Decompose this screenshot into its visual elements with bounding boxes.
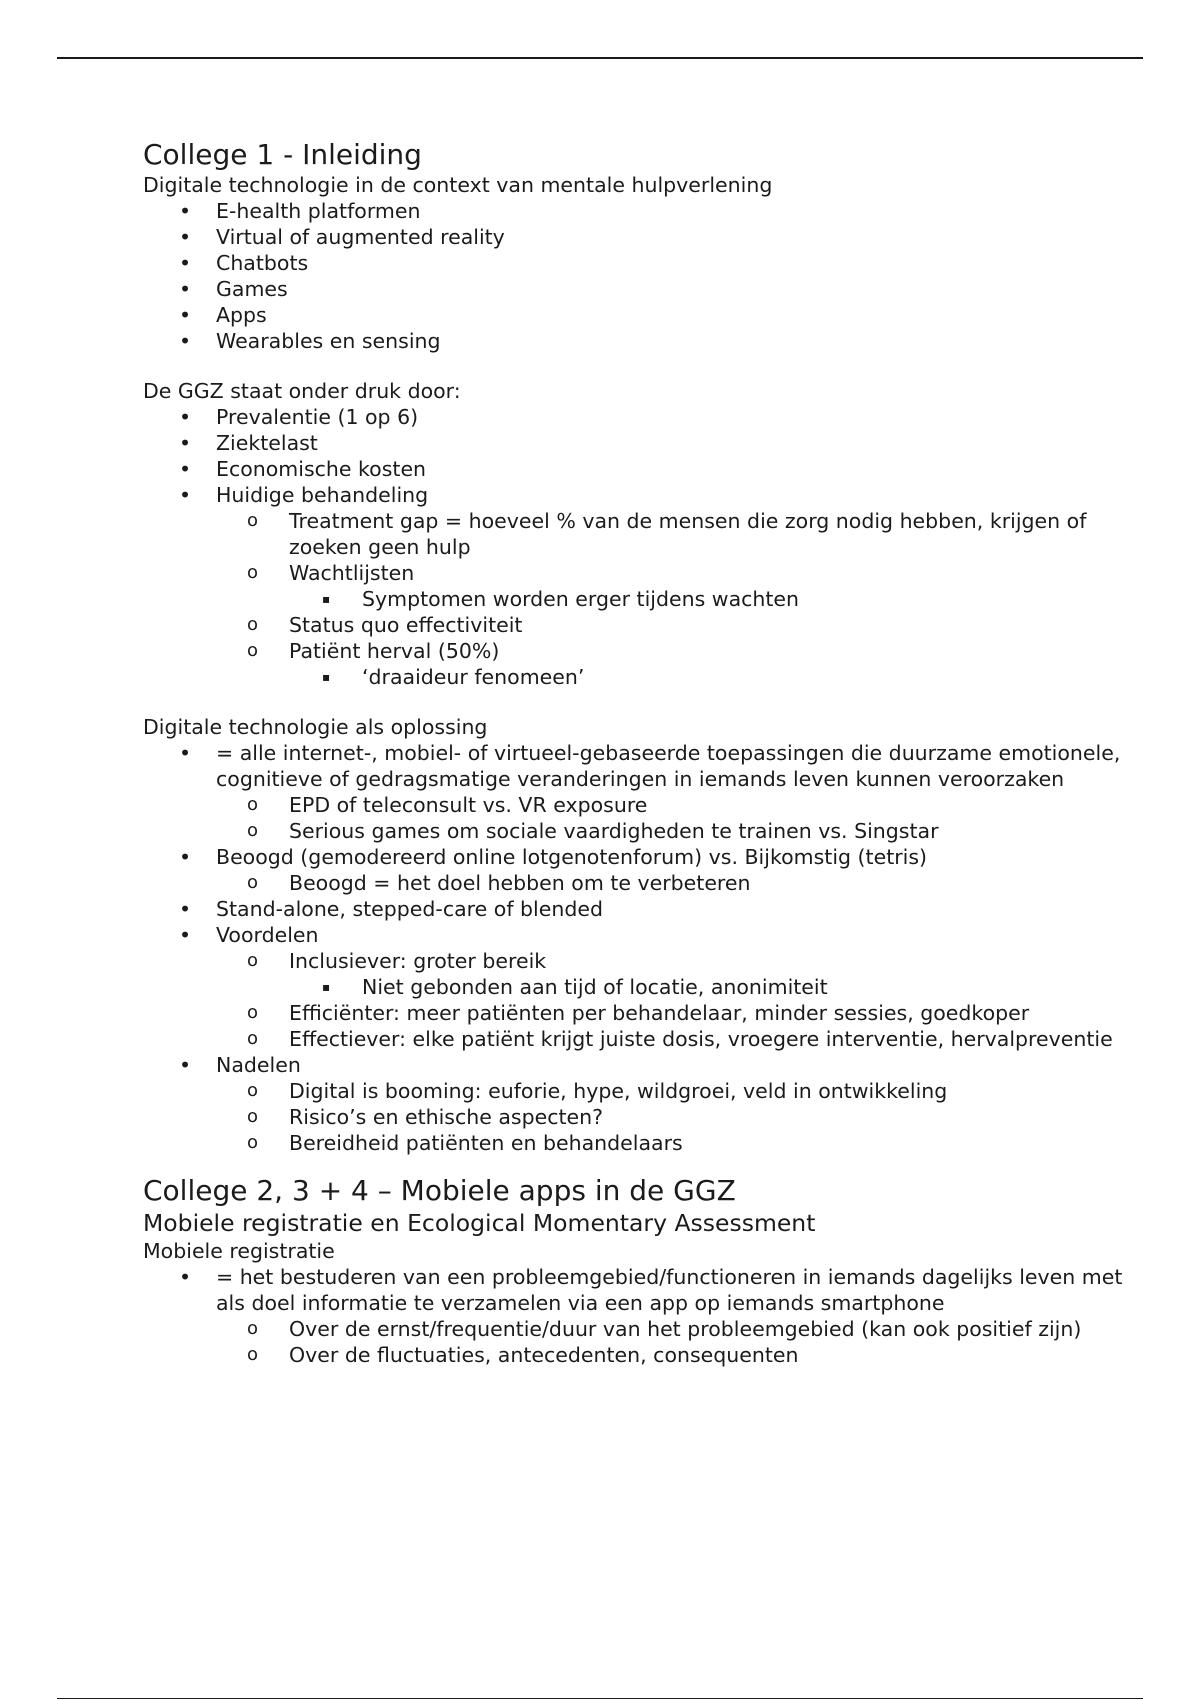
list-item: o Digital is booming: euforie, hype, wildgroei, veld in ontwikkeling xyxy=(247,1079,948,1103)
tech-list xyxy=(143,198,1143,354)
list-item: o Wachtlijsten ▪ Symptomen worden erger tijdens wachten xyxy=(216,560,1143,612)
list-item: • Chatbots xyxy=(179,251,309,275)
list-item: o EPD of teleconsult vs. VR exposure xyxy=(247,793,648,817)
list-item: • Games xyxy=(179,277,288,301)
list-item: o Serious games om sociale vaardigheden te trainen vs. Singstar xyxy=(247,819,939,843)
list-item: o Patiënt herval (50%) ▪ ‘draaideur fenomeen’ xyxy=(216,638,1143,690)
list-item: • Apps xyxy=(179,303,267,327)
section2-subtitle: Mobiele registratie en Ecological Momentary Assessment xyxy=(143,1209,816,1237)
list-item: • Beoogd (gemodereerd online lotgenotenforum) vs. Bijkomstig (tetris) o Beoogd = het doel hebben om te verbeteren xyxy=(143,844,1143,896)
list-item: ▪ Niet gebonden aan tijd of locatie, anonimiteit xyxy=(322,975,828,999)
list-item: o Bereidheid patiënten en behandelaars xyxy=(247,1131,683,1155)
list-item: • = het bestuderen van een probleemgebied/functioneren in iemands dagelijks leven met als doel informatie te verzamelen via een app op iemands smartphone o Over de ernst/frequentie/duur van het probleemgebied (kan ook positief zijn) o Over de fluctuaties, antecedenten, consequenten xyxy=(143,1264,1143,1368)
list-item: • Huidige behandeling o Treatment gap = hoeveel % van de mensen die zorg nodig hebben, krijgen of zoeken geen hulp o Wachtlijsten ▪ Symptomen worden erger tijdens wachten o Status quo effectiviteit o Patiënt herval (50%) ▪ ‘draaideur fenomeen’ xyxy=(143,482,1143,690)
bottom-rule xyxy=(57,1698,1143,1699)
list-item: o Over de ernst/frequentie/duur van het probleemgebied (kan ook positief zijn) xyxy=(247,1317,1082,1341)
document-page xyxy=(143,138,1143,1368)
list-item: o Over de fluctuaties, antecedenten, consequenten xyxy=(247,1343,799,1367)
top-rule xyxy=(57,57,1143,59)
list-item: o Status quo effectiviteit xyxy=(247,613,523,637)
list-item: • Prevalentie (1 op 6) xyxy=(179,405,419,429)
list-item: o Risico’s en ethische aspecten? xyxy=(247,1105,604,1129)
section2-title: College 2, 3 + 4 – Mobiele apps in de GGZ xyxy=(143,1174,736,1207)
solution-list xyxy=(143,740,1143,1156)
list-item: • Ziektelast xyxy=(179,431,318,455)
pressure-list xyxy=(143,404,1143,690)
section1-title: College 1 - Inleiding xyxy=(143,138,422,171)
list-item: o Inclusiever: groter bereik ▪ Niet gebonden aan tijd of locatie, anonimiteit xyxy=(216,948,1143,1000)
pressure-heading: De GGZ staat onder druk door: xyxy=(143,379,461,403)
list-item: • Nadelen o Digital is booming: euforie, hype, wildgroei, veld in ontwikkeling o Risico’s en ethische aspecten? o Bereidheid patiënten en behandelaars xyxy=(143,1052,1143,1156)
section2-subheading: Mobiele registratie xyxy=(143,1239,335,1263)
solution-heading: Digitale technologie als oplossing xyxy=(143,715,488,739)
list-item: • Stand-alone, stepped-care of blended xyxy=(179,897,603,921)
list-item: o Treatment gap = hoeveel % van de mensen die zorg nodig hebben, krijgen of zoeken geen hulp xyxy=(247,509,1087,559)
list-item: • = alle internet-, mobiel- of virtueel-gebaseerde toepassingen die duurzame emotionele, cognitieve of gedragsmatige veranderingen in iemands leven kunnen veroorzaken o EPD of teleconsult vs. VR exposure o Serious games om sociale vaardigheden te trainen vs. Singstar xyxy=(143,740,1143,844)
registration-list xyxy=(143,1264,1143,1368)
section1-intro: Digitale technologie in de context van mentale hulpverlening xyxy=(143,173,773,197)
list-item: o Beoogd = het doel hebben om te verbeteren xyxy=(247,871,751,895)
list-item: • Virtual of augmented reality xyxy=(179,225,505,249)
list-item: ▪ Symptomen worden erger tijdens wachten xyxy=(322,587,800,611)
list-item: ▪ ‘draaideur fenomeen’ xyxy=(322,665,585,689)
list-item: o Efficiënter: meer patiënten per behandelaar, minder sessies, goedkoper xyxy=(247,1001,1030,1025)
list-item: o Effectiever: elke patiënt krijgt juiste dosis, vroegere interventie, hervalpreventie xyxy=(247,1027,1113,1051)
list-item: • Wearables en sensing xyxy=(179,329,441,353)
list-item: • Voordelen o Inclusiever: groter bereik ▪ Niet gebonden aan tijd of locatie, anonimiteit o Efficiënter: meer patiënten per behandelaar, minder sessies, goedkoper o Effectiever: elke patiënt krijgt juiste dosis, vroegere interventie, hervalpreventie xyxy=(143,922,1143,1052)
list-item: • E-health platformen xyxy=(179,199,421,223)
list-item: • Economische kosten xyxy=(179,457,427,481)
